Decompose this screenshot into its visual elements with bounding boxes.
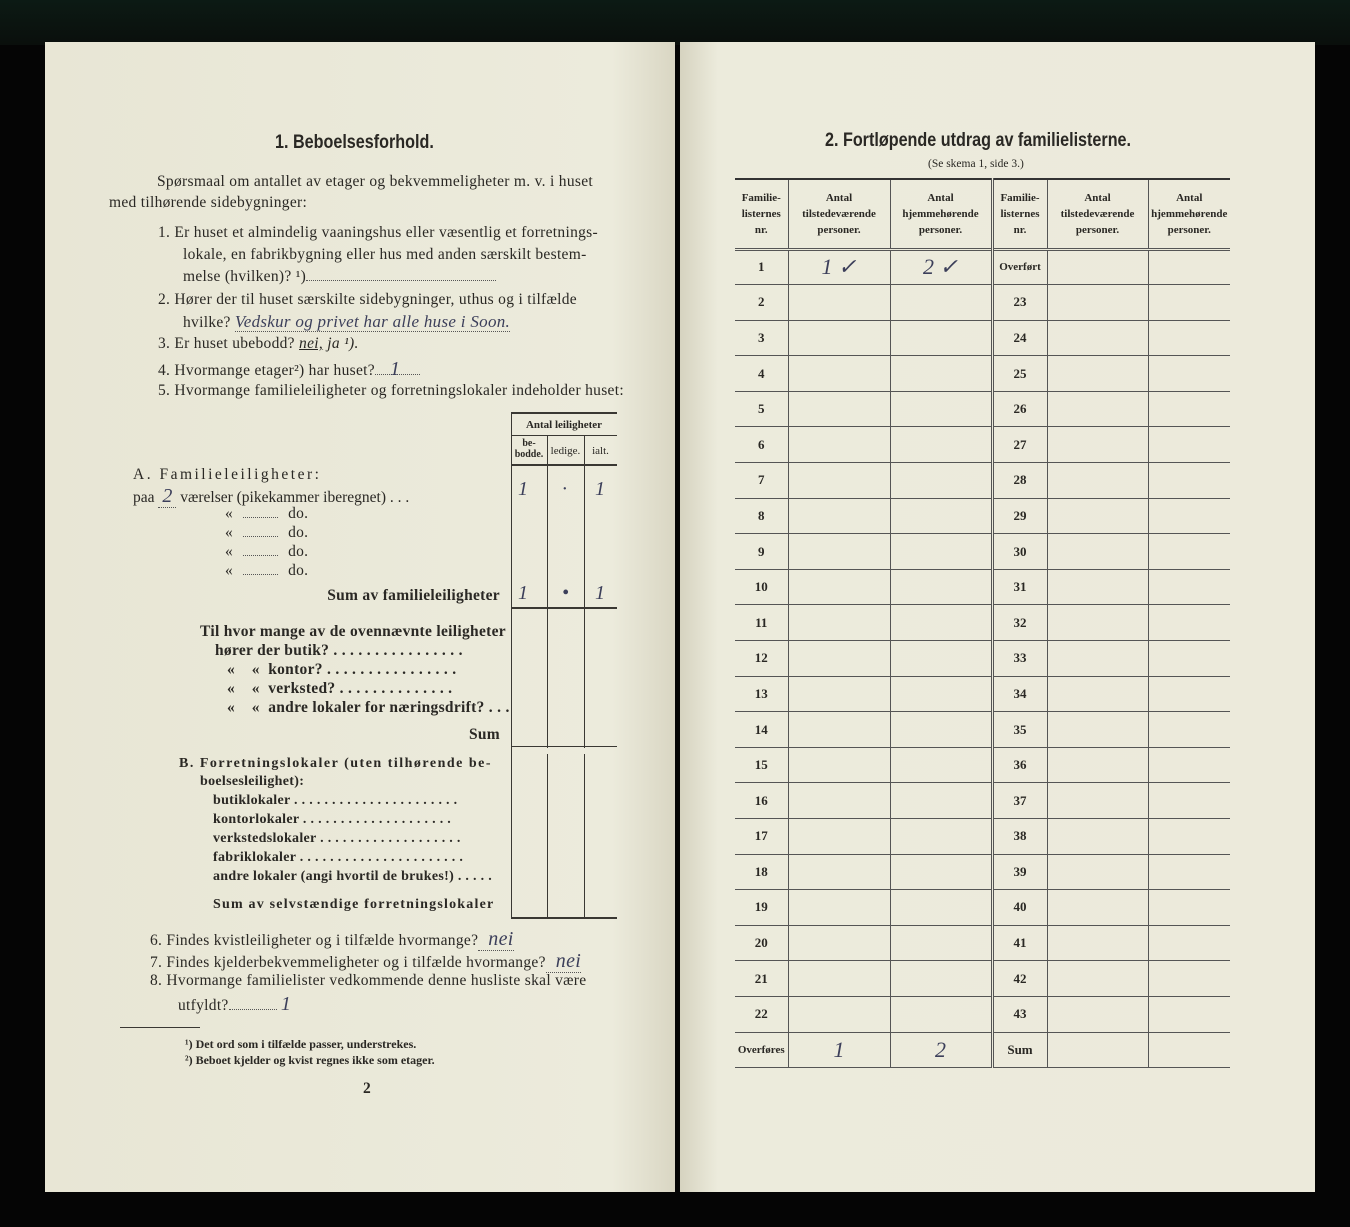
resident-count bbox=[1148, 854, 1230, 890]
question-6-answer: nei bbox=[478, 928, 513, 951]
intro-line-2: med tilhørende sidebygninger: bbox=[109, 194, 308, 211]
present-count bbox=[788, 925, 890, 961]
present-count bbox=[1047, 605, 1148, 641]
resident-count bbox=[1148, 356, 1230, 392]
family-list-table bbox=[735, 178, 1230, 1068]
resident-count bbox=[890, 854, 992, 890]
present-count bbox=[788, 498, 890, 534]
resident-count bbox=[1148, 925, 1230, 961]
resident-count bbox=[890, 747, 992, 783]
question-1-line-2: lokale, en fabrikbygning eller hus med anden særskilt bestem- bbox=[183, 246, 587, 263]
question-8-line-1: 8. Hvormange familielister vedkommende denne husliste skal være bbox=[150, 972, 587, 989]
present-count bbox=[1047, 712, 1148, 748]
ditto-mark: « bbox=[225, 562, 234, 579]
resident-count bbox=[1148, 569, 1230, 605]
list-number: 27 bbox=[992, 427, 1047, 463]
column-header: Antal tilstedeværende personer. bbox=[1047, 179, 1148, 249]
resident-count bbox=[890, 320, 992, 356]
do-label: do. bbox=[288, 505, 309, 522]
column-header: Antal tilstedeværende personer. bbox=[788, 179, 890, 249]
present-count bbox=[788, 569, 890, 605]
table-row bbox=[735, 605, 1230, 641]
footnote-2: ²) Beboet kjelder og kvist regnes ikke som etager. bbox=[185, 1053, 435, 1067]
list-number: 19 bbox=[735, 890, 788, 926]
table-row bbox=[735, 890, 1230, 926]
table-row bbox=[735, 534, 1230, 570]
list-number: 18 bbox=[735, 854, 788, 890]
question-2-label: hvilke? bbox=[183, 314, 231, 331]
sum-bebodde: 1 bbox=[518, 582, 528, 604]
resident-count bbox=[890, 605, 992, 641]
question-8-answer: 1 bbox=[280, 993, 292, 1015]
resident-count bbox=[1148, 890, 1230, 926]
resident-count bbox=[890, 819, 992, 855]
resident-count bbox=[1148, 783, 1230, 819]
ditto-mark: « bbox=[251, 661, 260, 678]
column-bebodde: be- bodde. bbox=[514, 438, 544, 460]
resident-count: 2 ✓ bbox=[890, 249, 992, 285]
list-number: 13 bbox=[735, 676, 788, 712]
resident-count bbox=[890, 534, 992, 570]
section-1-title: 1. Beboelsesforhold. bbox=[275, 132, 434, 153]
present-count bbox=[1047, 925, 1148, 961]
present-count bbox=[788, 285, 890, 321]
option-nei: nei, bbox=[299, 335, 324, 352]
present-count bbox=[788, 463, 890, 499]
present-count bbox=[788, 712, 890, 748]
list-number: 2 bbox=[735, 285, 788, 321]
present-count bbox=[1047, 249, 1148, 285]
table-row bbox=[735, 747, 1230, 783]
list-number: 34 bbox=[992, 676, 1047, 712]
resident-count bbox=[1148, 534, 1230, 570]
present-count bbox=[1047, 854, 1148, 890]
present-count bbox=[1047, 427, 1148, 463]
column-header: Familie- listernes nr. bbox=[992, 179, 1047, 249]
resident-count bbox=[1148, 996, 1230, 1032]
page-number: 2 bbox=[363, 1080, 372, 1097]
list-number: 15 bbox=[735, 747, 788, 783]
sum-a-label: Sum av familieleiligheter bbox=[327, 587, 500, 604]
list-number: Sum bbox=[992, 1032, 1047, 1068]
list-number: 38 bbox=[992, 819, 1047, 855]
question-6-label: 6. Findes kvistleiligheter og i tilfælde hvormange? bbox=[150, 932, 479, 949]
present-count bbox=[788, 676, 890, 712]
ditto-mark: « bbox=[227, 661, 236, 678]
section-2-title: 2. Fortløpende utdrag av familielisterne. bbox=[825, 130, 1132, 151]
present-count bbox=[1047, 996, 1148, 1032]
list-number: Overført bbox=[992, 249, 1047, 285]
present-count bbox=[1047, 819, 1148, 855]
present-count bbox=[1047, 961, 1148, 997]
resident-count bbox=[1148, 605, 1230, 641]
resident-count bbox=[1148, 961, 1230, 997]
present-count bbox=[788, 819, 890, 855]
list-number: 25 bbox=[992, 356, 1047, 392]
ditto-mark: « bbox=[227, 680, 236, 697]
present-count bbox=[1047, 569, 1148, 605]
present-count bbox=[1047, 498, 1148, 534]
present-count bbox=[788, 783, 890, 819]
resident-count bbox=[1148, 747, 1230, 783]
resident-count bbox=[1148, 712, 1230, 748]
list-number: 33 bbox=[992, 641, 1047, 677]
present-count bbox=[788, 854, 890, 890]
present-count bbox=[788, 961, 890, 997]
present-count bbox=[1047, 285, 1148, 321]
list-number: 37 bbox=[992, 783, 1047, 819]
resident-count bbox=[1148, 249, 1230, 285]
present-count bbox=[788, 391, 890, 427]
column-ialt: ialt. bbox=[592, 445, 609, 457]
list-number: 20 bbox=[735, 925, 788, 961]
list-number: 8 bbox=[735, 498, 788, 534]
present-count bbox=[1047, 391, 1148, 427]
do-label: do. bbox=[288, 543, 309, 560]
question-1-line-3: melse (hvilken)? ¹) bbox=[183, 268, 307, 285]
table-row bbox=[735, 498, 1230, 534]
option-ja: ja ¹). bbox=[327, 335, 359, 352]
list-number: 31 bbox=[992, 569, 1047, 605]
present-count bbox=[788, 356, 890, 392]
present-count: 1 bbox=[788, 1032, 890, 1068]
ditto-mark: « bbox=[225, 524, 234, 541]
resident-count bbox=[1148, 676, 1230, 712]
present-count bbox=[1047, 676, 1148, 712]
list-number: 28 bbox=[992, 463, 1047, 499]
present-count bbox=[1047, 641, 1148, 677]
question-4-answer: 1 bbox=[389, 358, 401, 380]
present-count bbox=[1047, 320, 1148, 356]
ialt-value: 1 bbox=[595, 478, 605, 500]
til-line-2: hører der butik? . . . . . . . . . . . . . . . . bbox=[215, 642, 463, 659]
resident-count bbox=[890, 996, 992, 1032]
question-3-label: 3. Er huset ubebodd? bbox=[158, 335, 295, 352]
til-line-3: kontor? . . . . . . . . . . . . . . . . bbox=[268, 661, 457, 678]
list-number: 4 bbox=[735, 356, 788, 392]
ditto-mark: « bbox=[225, 543, 234, 560]
resident-count bbox=[890, 925, 992, 961]
resident-count bbox=[890, 783, 992, 819]
b-item: fabriklokaler . . . . . . . . . . . . . . . . . . . . . . bbox=[213, 850, 464, 865]
present-count bbox=[1047, 463, 1148, 499]
question-2-answer: Vedskur og privet har alle huse i Soon. bbox=[234, 312, 511, 331]
do-label: do. bbox=[288, 524, 309, 541]
ditto-mark: « bbox=[225, 505, 234, 522]
table-row bbox=[735, 925, 1230, 961]
table-row bbox=[735, 285, 1230, 321]
column-ledige: ledige. bbox=[550, 445, 581, 457]
table-header: Antal leiligheter bbox=[525, 419, 603, 431]
resident-count bbox=[1148, 285, 1230, 321]
list-number: 36 bbox=[992, 747, 1047, 783]
resident-count bbox=[890, 391, 992, 427]
list-number: 30 bbox=[992, 534, 1047, 570]
list-number: 6 bbox=[735, 427, 788, 463]
list-number: 42 bbox=[992, 961, 1047, 997]
table-row bbox=[735, 463, 1230, 499]
present-count bbox=[1047, 356, 1148, 392]
present-count bbox=[788, 320, 890, 356]
sum-label: Sum bbox=[468, 726, 500, 743]
present-count bbox=[788, 605, 890, 641]
resident-count bbox=[890, 463, 992, 499]
list-number: 10 bbox=[735, 569, 788, 605]
resident-count bbox=[890, 356, 992, 392]
list-number: 7 bbox=[735, 463, 788, 499]
table-row bbox=[735, 961, 1230, 997]
table-row bbox=[735, 996, 1230, 1032]
resident-count bbox=[1148, 427, 1230, 463]
ditto-mark: « bbox=[251, 699, 260, 716]
column-header: Antal hjemmehørende personer. bbox=[1151, 191, 1228, 236]
answer-field-1 bbox=[306, 269, 496, 281]
rooms-answer: 2 bbox=[158, 485, 176, 508]
present-count: 1 ✓ bbox=[788, 249, 890, 285]
resident-count bbox=[890, 427, 992, 463]
list-number: 16 bbox=[735, 783, 788, 819]
footnote-1: ¹) Det ord som i tilfælde passer, understrekes. bbox=[185, 1037, 417, 1051]
question-7-answer: nei bbox=[546, 950, 581, 973]
present-count bbox=[1047, 1032, 1148, 1068]
resident-count bbox=[1148, 391, 1230, 427]
resident-count bbox=[890, 569, 992, 605]
list-number: 21 bbox=[735, 961, 788, 997]
section-b-heading: B. Forretningslokaler (uten tilhørende be- bbox=[179, 756, 493, 771]
right-page bbox=[680, 42, 1315, 1192]
resident-count bbox=[1148, 1032, 1230, 1068]
list-number: 39 bbox=[992, 854, 1047, 890]
table-row bbox=[735, 249, 1230, 285]
ditto-mark: « bbox=[251, 680, 260, 697]
list-number: 9 bbox=[735, 534, 788, 570]
column-header: Familie- listernes nr. bbox=[735, 179, 788, 249]
scan-background bbox=[0, 0, 1350, 45]
table-row bbox=[735, 569, 1230, 605]
question-8-label: utfyldt? bbox=[178, 997, 229, 1014]
list-number: Overføres bbox=[735, 1032, 788, 1068]
resident-count bbox=[890, 641, 992, 677]
table-row bbox=[735, 391, 1230, 427]
table-row bbox=[735, 819, 1230, 855]
list-number: 40 bbox=[992, 890, 1047, 926]
resident-count bbox=[890, 712, 992, 748]
ledige-value: · bbox=[562, 478, 567, 500]
list-number: 3 bbox=[735, 320, 788, 356]
table-row bbox=[735, 854, 1230, 890]
table-row bbox=[735, 783, 1230, 819]
list-number: 32 bbox=[992, 605, 1047, 641]
question-7-label: 7. Findes kjelderbekvemmeligheter og i tilfælde hvormange? bbox=[150, 954, 546, 971]
list-number: 23 bbox=[992, 285, 1047, 321]
do-label: do. bbox=[288, 562, 309, 579]
present-count bbox=[1047, 534, 1148, 570]
present-count bbox=[1047, 783, 1148, 819]
b-item: verkstedslokaler . . . . . . . . . . . . . . . . . . . bbox=[213, 831, 461, 846]
section-b-heading-2: boelsesleilighet): bbox=[200, 774, 305, 789]
list-number: 29 bbox=[992, 498, 1047, 534]
resident-count bbox=[1148, 641, 1230, 677]
sum-ledige: • bbox=[562, 582, 570, 604]
resident-count bbox=[890, 676, 992, 712]
sum-ialt: 1 bbox=[595, 582, 605, 604]
resident-count: 2 bbox=[890, 1032, 992, 1068]
present-count bbox=[788, 534, 890, 570]
list-number: 43 bbox=[992, 996, 1047, 1032]
question-2-line-1: 2. Hører der til huset særskilte sidebygninger, uthus og i tilfælde bbox=[158, 291, 577, 308]
present-count bbox=[788, 890, 890, 926]
ditto-mark: « bbox=[227, 699, 236, 716]
column-header: Antal hjemmehørende personer. bbox=[890, 179, 992, 249]
list-number: 12 bbox=[735, 641, 788, 677]
resident-count bbox=[1148, 320, 1230, 356]
table-row bbox=[735, 676, 1230, 712]
list-number: 24 bbox=[992, 320, 1047, 356]
list-number: 11 bbox=[735, 605, 788, 641]
question-5-label: 5. Hvormange familieleiligheter og forretningslokaler indeholder huset: bbox=[158, 382, 624, 399]
paa-label: paa bbox=[133, 489, 155, 506]
list-number: 1 bbox=[735, 249, 788, 285]
section-a-heading: A. Familieleiligheter: bbox=[133, 466, 322, 483]
b-item: butiklokaler . . . . . . . . . . . . . . . . . . . . . . bbox=[213, 793, 458, 808]
list-number: 26 bbox=[992, 391, 1047, 427]
list-number: 14 bbox=[735, 712, 788, 748]
til-line-5: andre lokaler for næringsdrift? . . . bbox=[268, 699, 510, 716]
resident-count bbox=[1148, 498, 1230, 534]
list-number: 41 bbox=[992, 925, 1047, 961]
present-count bbox=[1047, 890, 1148, 926]
list-number: 22 bbox=[735, 996, 788, 1032]
intro-line-1: Spørsmaal om antallet av etager og bekvemmeligheter m. v. i huset bbox=[157, 173, 594, 190]
table-row bbox=[735, 641, 1230, 677]
present-count bbox=[788, 641, 890, 677]
list-number: 5 bbox=[735, 391, 788, 427]
table-row bbox=[735, 712, 1230, 748]
list-number: 35 bbox=[992, 712, 1047, 748]
til-line-4: verksted? . . . . . . . . . . . . . . bbox=[268, 680, 453, 697]
list-number: 17 bbox=[735, 819, 788, 855]
table-row bbox=[735, 356, 1230, 392]
b-item: andre lokaler (angi hvortil de brukes!) . . . . . bbox=[213, 869, 493, 884]
present-count bbox=[788, 427, 890, 463]
vaerelser-label: værelser (pikekammer iberegnet) . . . bbox=[180, 489, 410, 506]
resident-count bbox=[1148, 819, 1230, 855]
sum-b-label: Sum av selvstændige forretningslokaler bbox=[213, 897, 495, 912]
resident-count bbox=[890, 498, 992, 534]
bebodde-value: 1 bbox=[518, 478, 528, 500]
present-count bbox=[788, 747, 890, 783]
present-count bbox=[788, 996, 890, 1032]
section-2-subtitle: (Se skema 1, side 3.) bbox=[928, 158, 1024, 170]
present-count bbox=[1047, 747, 1148, 783]
til-line-1: Til hvor mange av de ovennævnte leiligheter bbox=[200, 623, 506, 640]
table-row bbox=[735, 427, 1230, 463]
resident-count bbox=[1148, 463, 1230, 499]
question-1-line-1: 1. Er huset et almindelig vaaningshus eller væsentlig et forretnings- bbox=[158, 224, 598, 241]
resident-count bbox=[890, 285, 992, 321]
table-row bbox=[735, 1032, 1230, 1068]
left-page bbox=[45, 42, 675, 1192]
b-item: kontorlokaler . . . . . . . . . . . . . . . . . . . . bbox=[213, 812, 452, 827]
question-4-label: 4. Hvormange etager²) har huset? bbox=[158, 362, 375, 379]
resident-count bbox=[890, 961, 992, 997]
resident-count bbox=[890, 890, 992, 926]
table-row bbox=[735, 320, 1230, 356]
